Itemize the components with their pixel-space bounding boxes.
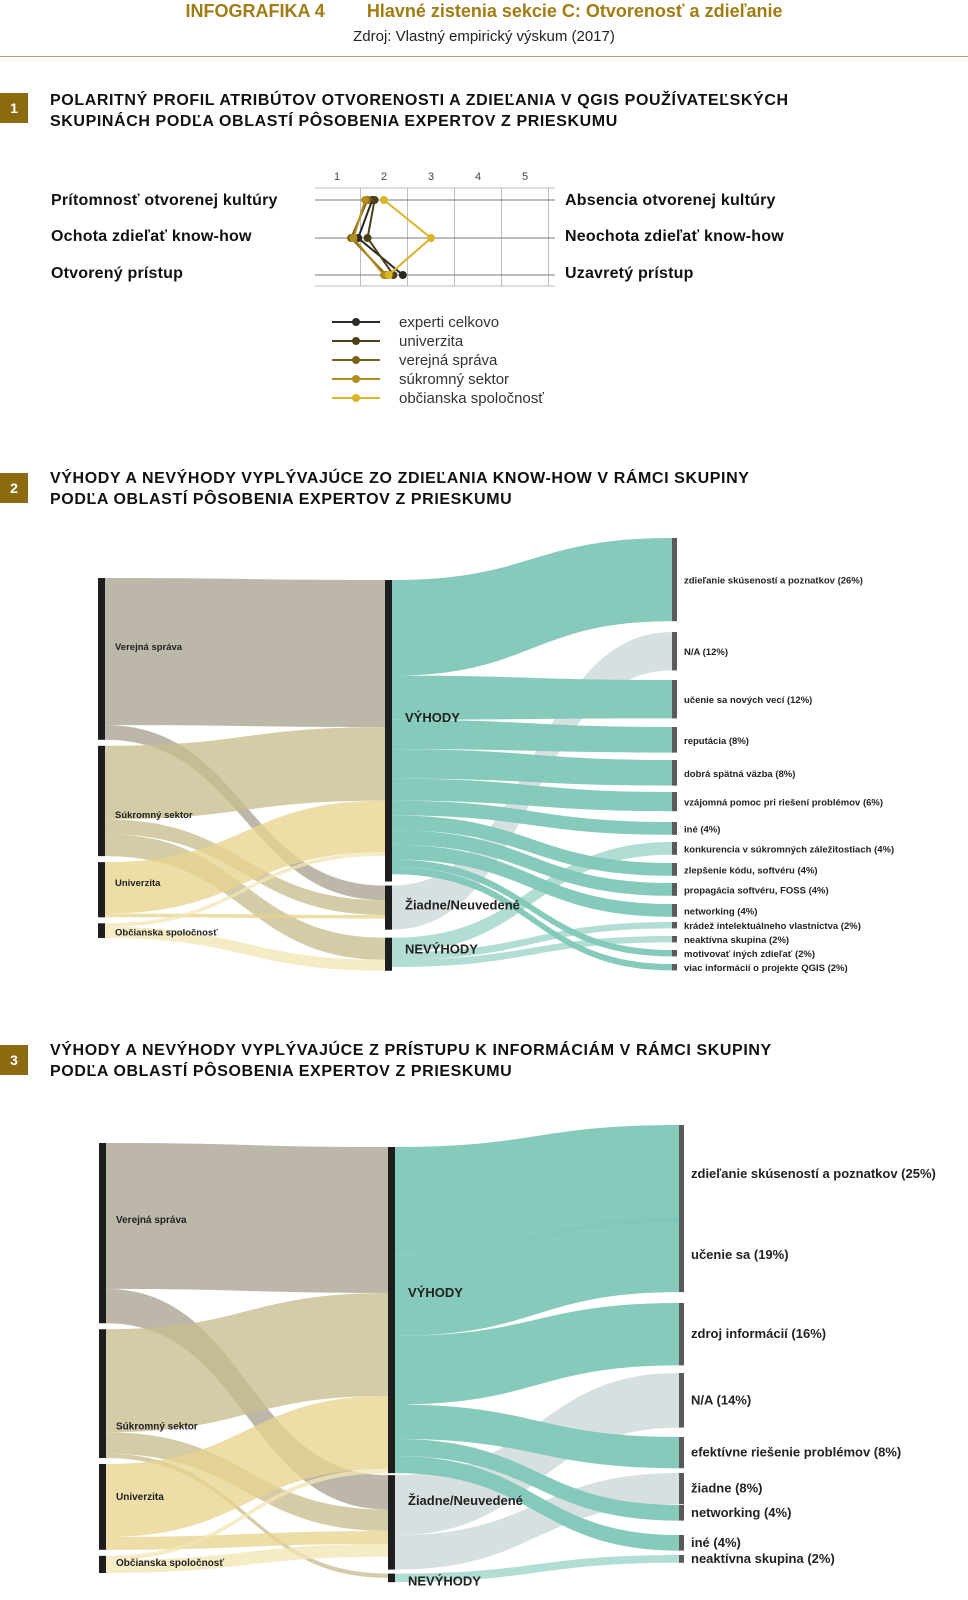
outcome-node-label: iné (4%) xyxy=(691,1534,741,1550)
outcome-node-label: žiadne (8%) xyxy=(691,1480,763,1496)
outcome-node-label: krádež intelektuálneho vlastníctva (2%) xyxy=(684,921,861,933)
outcome-node-bar xyxy=(672,842,677,855)
left-label-2: Ochota zdieľať know-how xyxy=(51,228,252,245)
legend-label: univerzita xyxy=(399,333,464,350)
outcome-node-bar xyxy=(679,1373,684,1428)
outcome-node-label: viac informácií o projekte QGIS (2%) xyxy=(684,963,848,975)
section-3-title-line1: VÝHODY A NEVÝHODY VYPLÝVAJÚCE Z PRÍSTUPU K INFORMÁCIÁM V RÁMCI SKUPINY xyxy=(50,1042,772,1059)
outcome-node-label: vzájomná pomoc pri riešení problémov (6%) xyxy=(684,797,884,809)
middle-node-label: NEVÝHODY xyxy=(405,941,478,957)
legend-marker xyxy=(352,394,360,402)
middle-node-label: Žiadne/Neuvedené xyxy=(405,897,520,913)
source-node-label: Občianska spoločnosť xyxy=(116,1557,225,1569)
outcome-node-bar xyxy=(672,904,677,917)
scale-tick-label: 3 xyxy=(427,171,435,183)
source-node-bar xyxy=(99,1329,106,1458)
legend-marker xyxy=(352,337,360,345)
outcome-node-bar xyxy=(672,950,677,956)
legend-label: verejná správa xyxy=(399,352,498,369)
outcome-node-label: učenie sa nových vecí (12%) xyxy=(684,695,813,707)
profile-point xyxy=(349,234,357,242)
outcome-node-label: efektívne riešenie problémov (8%) xyxy=(691,1444,902,1460)
source-node-bar xyxy=(98,923,105,938)
legend-label: experti celkovo xyxy=(399,316,500,331)
source-node-label: Verejná správa xyxy=(115,642,183,653)
scale-tick-label: 2 xyxy=(380,171,388,183)
scale-tick-label: 4 xyxy=(474,171,482,183)
section-2-title-line2: PODĽA OBLASTÍ PÔSOBENIA EXPERTOV Z PRIESKUMU xyxy=(50,491,513,508)
outcome-node-label: zdieľanie skúseností a poznatkov (25%) xyxy=(691,1165,936,1181)
right-label-1: Absencia otvorenej kultúry xyxy=(565,192,776,209)
outcome-node-bar xyxy=(672,680,677,718)
section-1-number: 1 xyxy=(0,93,28,123)
outcome-node-bar xyxy=(679,1555,684,1563)
middle-node-bar xyxy=(388,1147,395,1473)
outcome-node-label: neaktívna skupina (2%) xyxy=(684,935,790,947)
section-1-title xyxy=(50,90,789,132)
outcome-node-label: učenie sa (19%) xyxy=(691,1247,789,1263)
outcome-node-bar xyxy=(679,1505,684,1521)
outcome-node-label: networking (4%) xyxy=(691,1504,792,1520)
outcome-node-bar xyxy=(672,632,677,670)
middle-node-label: Žiadne/Neuvedené xyxy=(408,1493,523,1509)
outcome-node-bar xyxy=(679,1218,684,1292)
profile-point xyxy=(361,196,369,204)
legend-marker xyxy=(352,318,360,326)
sankey-chart-information xyxy=(0,1115,968,1600)
sankey-chart-knowhow xyxy=(0,520,968,990)
outcome-node-bar xyxy=(672,964,677,970)
section-2-number: 2 xyxy=(0,473,28,503)
section-1-title-line1: POLARITNÝ PROFIL ATRIBÚTOV OTVORENOSTI A ZDIEĽANIA V QGIS POUŽÍVATEĽSKÝCH xyxy=(50,92,789,109)
outcome-node-label: neaktívna skupina (2%) xyxy=(691,1550,835,1566)
scale-tick-label: 5 xyxy=(521,171,529,183)
outcome-node-bar xyxy=(672,538,677,621)
middle-node-label: VÝHODY xyxy=(408,1285,463,1300)
section-3-title xyxy=(50,1040,772,1082)
outcome-node-bar xyxy=(672,760,677,786)
outcome-node-label: zdroj informácií (16%) xyxy=(691,1326,827,1342)
source-node-label: Občianska spoločnosť xyxy=(115,927,218,939)
profile-point xyxy=(364,234,372,242)
middle-node-bar xyxy=(385,938,392,971)
legend-label: občianska spoločnosť xyxy=(399,390,544,407)
source-node-bar xyxy=(98,746,105,856)
outcome-node-label: N/A (14%) xyxy=(691,1392,752,1408)
outcome-node-bar xyxy=(672,792,677,811)
section-1-title-line2: SKUPINÁCH PODĽA OBLASTÍ PÔSOBENIA EXPERTOV Z PRIESKUMU xyxy=(50,113,618,130)
outcome-node-label: motivovať iných zdieľať (2%) xyxy=(684,949,816,961)
outcome-node-bar xyxy=(679,1535,684,1551)
outcome-node-bar xyxy=(672,822,677,835)
left-label-1: Prítomnosť otvorenej kultúry xyxy=(51,192,278,209)
section-3-title-line2: PODĽA OBLASTÍ PÔSOBENIA EXPERTOV Z PRIESKUMU xyxy=(50,1063,513,1080)
middle-node-bar xyxy=(385,580,392,882)
outcome-node-bar xyxy=(672,883,677,896)
section-2-title-line1: VÝHODY A NEVÝHODY VYPLÝVAJÚCE ZO ZDIEĽANIA KNOW-HOW V RÁMCI SKUPINY xyxy=(50,470,750,487)
source-node-label: Univerzita xyxy=(116,1492,164,1503)
middle-node-label: NEVÝHODY xyxy=(408,1573,481,1589)
outcome-node-bar xyxy=(672,936,677,942)
middle-node-label: VÝHODY xyxy=(405,710,460,725)
outcome-node-bar xyxy=(672,863,677,876)
section-2-title xyxy=(50,468,750,510)
profile-point xyxy=(380,196,388,204)
right-label-3: Uzavretý prístup xyxy=(565,265,694,282)
source-node-label: Súkromný sektor xyxy=(116,1421,198,1433)
outcome-node-bar xyxy=(679,1473,684,1504)
middle-node-bar xyxy=(385,886,392,930)
legend-label: súkromný sektor xyxy=(399,371,510,388)
source-node-label: Verejná správa xyxy=(116,1215,187,1226)
source-node-bar xyxy=(98,578,105,740)
scale-tick-label: 1 xyxy=(333,171,341,183)
profile-point xyxy=(427,234,435,242)
source-node-label: Súkromný sektor xyxy=(115,809,193,821)
outcome-node-bar xyxy=(672,727,677,753)
source-node-label: Univerzita xyxy=(115,878,161,890)
infographic-label: INFOGRAFIKA 4 xyxy=(185,1,325,21)
outcome-node-label: zdieľanie skúseností a poznatkov (26%) xyxy=(684,575,863,587)
polarity-legend xyxy=(330,316,590,411)
infographic-title xyxy=(0,0,968,22)
middle-node-bar xyxy=(388,1574,395,1583)
outcome-node-label: propagácia softvéru, FOSS (4%) xyxy=(684,885,829,897)
profile-point xyxy=(371,196,379,204)
outcome-node-bar xyxy=(672,922,677,928)
source-node-bar xyxy=(99,1556,106,1573)
infographic-heading: Hlavné zistenia sekcie C: Otvorenosť a zdieľanie xyxy=(366,1,783,21)
outcome-node-label: iné (4%) xyxy=(684,824,721,836)
source-node-bar xyxy=(98,862,105,917)
source-node-bar xyxy=(99,1464,106,1550)
polarity-profile-chart xyxy=(315,168,555,293)
profile-point xyxy=(385,271,393,279)
legend-marker xyxy=(352,356,360,364)
outcome-node-label: N/A (12%) xyxy=(684,647,728,659)
source-node-bar xyxy=(99,1143,106,1323)
right-label-2: Neochota zdieľať know-how xyxy=(565,228,784,245)
outcome-node-bar xyxy=(679,1125,684,1223)
source-line: Zdroj: Vlastný empirický výskum (2017) xyxy=(353,28,615,45)
legend-marker xyxy=(352,375,360,383)
middle-node-bar xyxy=(388,1475,395,1569)
outcome-node-bar xyxy=(679,1303,684,1365)
left-label-3: Otvorený prístup xyxy=(51,265,184,282)
outcome-node-label: dobrá spätná väzba (8%) xyxy=(684,768,796,780)
sankey-link-source-middle xyxy=(105,914,385,919)
outcome-node-label: networking (4%) xyxy=(684,906,758,918)
outcome-node-label: reputácia (8%) xyxy=(684,735,749,747)
outcome-node-bar xyxy=(679,1437,684,1468)
profile-point xyxy=(399,271,407,279)
outcome-node-label: konkurencia v súkromných záležitostiach (4%) xyxy=(684,844,895,856)
outcome-node-label: zlepšenie kódu, softvéru (4%) xyxy=(684,865,818,877)
section-3-number: 3 xyxy=(0,1045,28,1075)
header-divider xyxy=(0,56,968,57)
